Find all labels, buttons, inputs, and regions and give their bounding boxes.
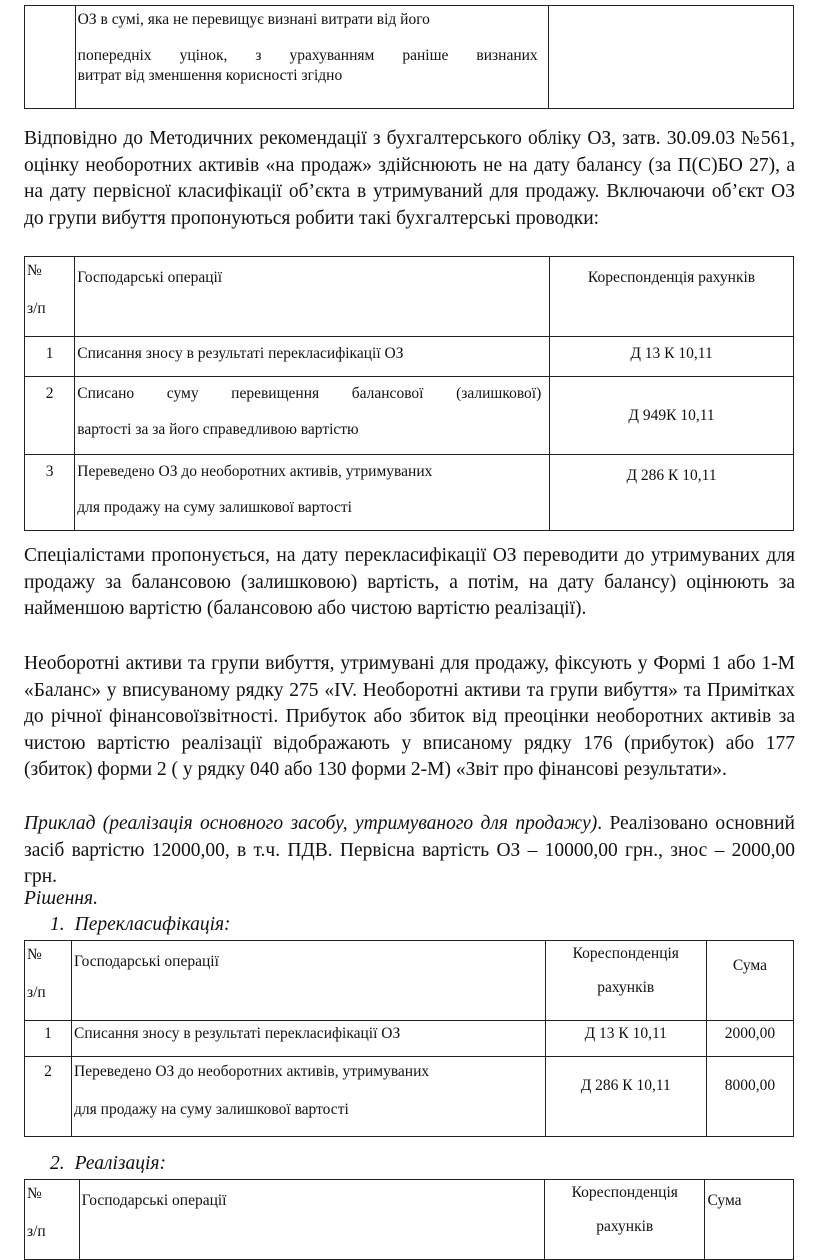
header-operations: Господарські операції xyxy=(72,941,546,1021)
table-row xyxy=(25,377,794,455)
table-header-row xyxy=(25,1180,794,1260)
table-header-row xyxy=(25,257,794,337)
header-sum: Сума xyxy=(706,941,793,1021)
cell-sum: 8000,00 xyxy=(706,1057,793,1137)
cell-num: 1 xyxy=(25,1021,72,1057)
table-cell xyxy=(25,6,76,109)
entries-table-3 xyxy=(24,1179,794,1260)
header-text: № xyxy=(27,262,42,279)
cell-correspondence: Д 13 К 10,11 xyxy=(550,337,794,377)
cell-num: 2 xyxy=(25,377,75,455)
table-cell xyxy=(548,6,793,109)
cell-operation: Списання зносу в результаті перекласифікації ОЗ xyxy=(75,337,550,377)
header-correspondence: Кореспонденція рахунків xyxy=(545,941,706,1021)
cell-num: 1 xyxy=(25,337,75,377)
section-heading-1: 1. Перекласифікація: xyxy=(50,914,231,935)
text-line: попередніх уцінок, з урахуванням раніше визнаних xyxy=(77,47,538,64)
cell-correspondence: Д 949К 10,11 xyxy=(550,377,794,455)
entries-table-1 xyxy=(24,256,794,531)
cell-correspondence: Д 286 К 10,11 xyxy=(545,1057,706,1137)
table-cell xyxy=(75,6,548,109)
paragraph: Необоротні активи та групи вибуття, утримувані для продажу, фіксують у Формі 1 або 1-М «Баланс» у вписуваному рядку 275 «IV. Необоротні активи та групи вибуття» та Примітках до річної фінансовоїзвітності. Прибуток або збиток від преоцінки необоротних активів за чистою вартістю реалізації відображають у вписаному рядку 176 (прибуток) або 177 (збиток) форми 2 ( у рядку 040 або 130 форми 2-М) «Звіт про фінансові результати». xyxy=(24,653,795,780)
header-operations: Господарські операції xyxy=(79,1180,544,1260)
header-num: № з/п xyxy=(25,1180,80,1260)
cell-operation: Переведено ОЗ до необоротних активів, утримуваних для продажу на суму залишкової вартості xyxy=(72,1057,546,1137)
cell-operation: Списано суму перевищення балансової (залишкової) вартості за за його справедливою вартістю xyxy=(75,377,550,455)
example-text: . Реалізовано основний засіб вартістю 12000,00, в т.ч. ПДВ. Первісна вартість ОЗ – 10000,00 грн., знос – 2000,00 грн. xyxy=(24,813,795,887)
top-table xyxy=(24,5,794,109)
header-correspondence xyxy=(550,257,794,337)
table-row xyxy=(25,6,794,109)
cell-correspondence: Д 286 К 10,11 xyxy=(550,455,794,531)
cell-operation: Списання зносу в результаті перекласифікації ОЗ xyxy=(72,1021,546,1057)
paragraph: Спеціалістами пропонується, на дату перекласифікації ОЗ переводити до утримуваних для продажу за балансовою (залишковою) вартість, а потім, на дату балансу) оцінюють за найменшою вартістю (балансовою або чистою вартістю реалізації). xyxy=(24,545,795,619)
header-sum: Сума xyxy=(705,1180,794,1260)
cell-num: 2 xyxy=(25,1057,72,1137)
table-row xyxy=(25,337,794,377)
example-paragraph xyxy=(24,811,795,891)
entries-table-2 xyxy=(24,940,794,1137)
table-header-row xyxy=(25,941,794,1021)
cell-sum: 2000,00 xyxy=(706,1021,793,1057)
header-correspondence: Кореспонденція рахунків xyxy=(545,1180,705,1260)
cell-correspondence: Д 13 К 10,11 xyxy=(545,1021,706,1057)
header-text: Кореспонденція рахунків xyxy=(587,269,756,286)
example-title: Приклад (реалізація основного засобу, утримуваного для продажу) xyxy=(24,813,598,834)
row-text xyxy=(78,10,548,86)
paragraph: Відповідно до Методичних рекомендації з бухгалтерського обліку ОЗ, затв. 30.09.03 №561, оцінку необоротних активів «на продаж» здійснюють не на дату балансу (за П(С)БО 27), а на дату первісної класифікації об’єкта в утримуваний для продажу. Включаючи об’єкт ОЗ до групи вибуття пропонуються робити такі бухгалтерські проводки: xyxy=(24,128,795,229)
solution-label: Рішення. xyxy=(24,888,98,909)
header-text: з/п xyxy=(27,300,46,317)
cell-num: 3 xyxy=(25,455,75,531)
table-row xyxy=(25,1021,794,1057)
section-heading-2: 2. Реалізація: xyxy=(50,1153,166,1174)
cell-operation: Переведено ОЗ до необоротних активів, утримуваних для продажу на суму залишкової вартості xyxy=(75,455,550,531)
header-text: Господарські операції xyxy=(77,269,223,286)
table-row xyxy=(25,455,794,531)
header-num xyxy=(25,257,75,337)
text-line: ОЗ в сумі, яка не перевищує визнані витрати від його xyxy=(77,11,430,28)
text-line: витрат від зменшення корисності згідно xyxy=(77,67,343,84)
table-row xyxy=(25,1057,794,1137)
header-operations xyxy=(75,257,550,337)
header-num: № з/п xyxy=(25,941,72,1021)
